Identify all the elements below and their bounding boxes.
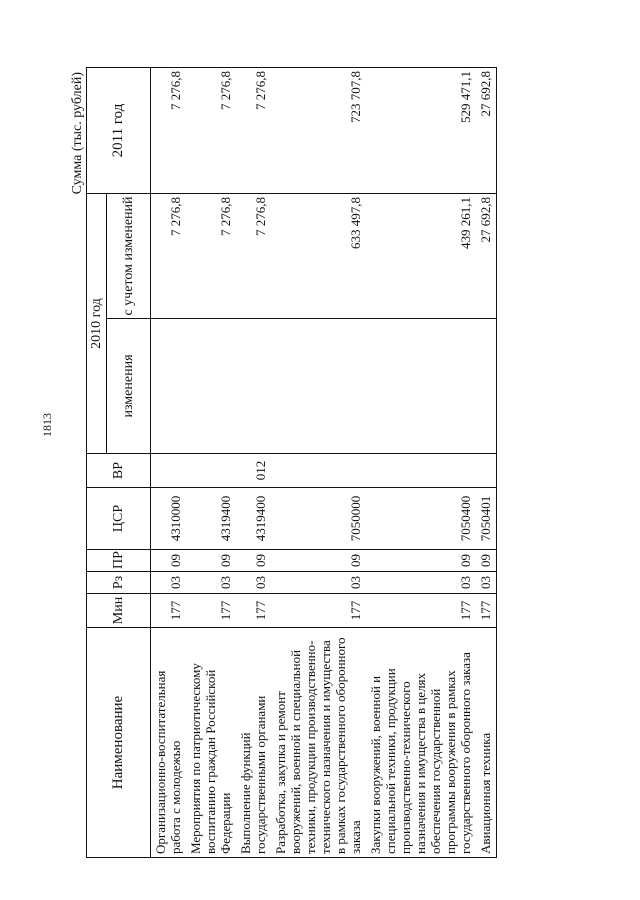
- row-vr: [476, 454, 497, 488]
- row-pr: 09: [186, 550, 236, 572]
- row-vr: [271, 454, 366, 488]
- row-pr: 09: [271, 550, 366, 572]
- row-with-changes: 7 276,8: [236, 194, 271, 319]
- header-rz: Рз: [87, 572, 151, 594]
- row-changes: [151, 319, 187, 454]
- row-rz: 03: [366, 572, 476, 594]
- row-with-changes: 7 276,8: [186, 194, 236, 319]
- row-min: 177: [151, 594, 187, 628]
- row-vr: [151, 454, 187, 488]
- row-pr: 09: [366, 550, 476, 572]
- row-name: Разработка, закупка и ремонт вооружений, военной и специальной техники, продукции производственно-технического назначения и имущества в рамках государственного оборонного заказа: [271, 628, 366, 858]
- row-min: 177: [476, 594, 497, 628]
- row-changes: [186, 319, 236, 454]
- row-with-changes: 633 497,8: [271, 194, 366, 319]
- units-label: Сумма (тыс. рублей): [70, 72, 85, 195]
- header-year-2010: 2010 год: [87, 194, 107, 454]
- row-min: 177: [366, 594, 476, 628]
- row-changes: [366, 319, 476, 454]
- header-name: Наименование: [87, 628, 151, 858]
- row-min: 177: [271, 594, 366, 628]
- row-2011: 7 276,8: [151, 68, 187, 194]
- row-csr: 7050401: [476, 488, 497, 550]
- page-number: 1813: [40, 413, 54, 437]
- row-2011: 723 707,8: [271, 68, 366, 194]
- row-name: Выполнение функций государственными органами: [236, 628, 271, 858]
- table-row: [186, 68, 236, 858]
- rotated-page-content: [70, 68, 560, 858]
- header-with-changes: с учетом изменений: [107, 194, 151, 319]
- row-with-changes: 27 692,8: [476, 194, 497, 319]
- row-min: 177: [186, 594, 236, 628]
- row-name: Авиационная техника: [476, 628, 497, 858]
- row-rz: 03: [476, 572, 497, 594]
- row-with-changes: 439 261,1: [366, 194, 476, 319]
- row-min: 177: [236, 594, 271, 628]
- table-row: [271, 68, 366, 858]
- header-csr: ЦСР: [87, 488, 151, 550]
- row-rz: 03: [271, 572, 366, 594]
- row-pr: 09: [151, 550, 187, 572]
- row-rz: 03: [236, 572, 271, 594]
- row-csr: 4319400: [236, 488, 271, 550]
- row-changes: [236, 319, 271, 454]
- row-rz: 03: [186, 572, 236, 594]
- header-year-2011: 2011 год: [87, 68, 151, 194]
- header-vr: ВР: [87, 454, 151, 488]
- budget-table: [86, 67, 497, 858]
- table-row: [151, 68, 187, 858]
- row-rz: 03: [151, 572, 187, 594]
- row-vr: [186, 454, 236, 488]
- row-csr: 4310000: [151, 488, 187, 550]
- row-name: Организационно-воспитательная работа с молодежью: [151, 628, 187, 858]
- row-2011: 529 471,1: [366, 68, 476, 194]
- row-with-changes: 7 276,8: [151, 194, 187, 319]
- row-pr: 09: [476, 550, 497, 572]
- row-changes: [476, 319, 497, 454]
- row-csr: 4319400: [186, 488, 236, 550]
- table-row: [476, 68, 497, 858]
- row-csr: 7050400: [366, 488, 476, 550]
- row-2011: 7 276,8: [236, 68, 271, 194]
- row-2011: 7 276,8: [186, 68, 236, 194]
- row-changes: [271, 319, 366, 454]
- row-vr: [366, 454, 476, 488]
- row-2011: 27 692,8: [476, 68, 497, 194]
- row-pr: 09: [236, 550, 271, 572]
- row-name: Закупки вооружений, военной и специальной техники, продукции производственно-технического назначения и имущества в целях обеспечения государственной программы вооружения в рамках государственного оборонного заказа: [366, 628, 476, 858]
- header-min: Мин: [87, 594, 151, 628]
- header-pr: ПР: [87, 550, 151, 572]
- header-changes: изменения: [107, 319, 151, 454]
- row-vr: 012: [236, 454, 271, 488]
- table-row: [366, 68, 476, 858]
- table-row: [236, 68, 271, 858]
- row-csr: 7050000: [271, 488, 366, 550]
- row-name: Мероприятия по патриотическому воспитанию граждан Российской Федерации: [186, 628, 236, 858]
